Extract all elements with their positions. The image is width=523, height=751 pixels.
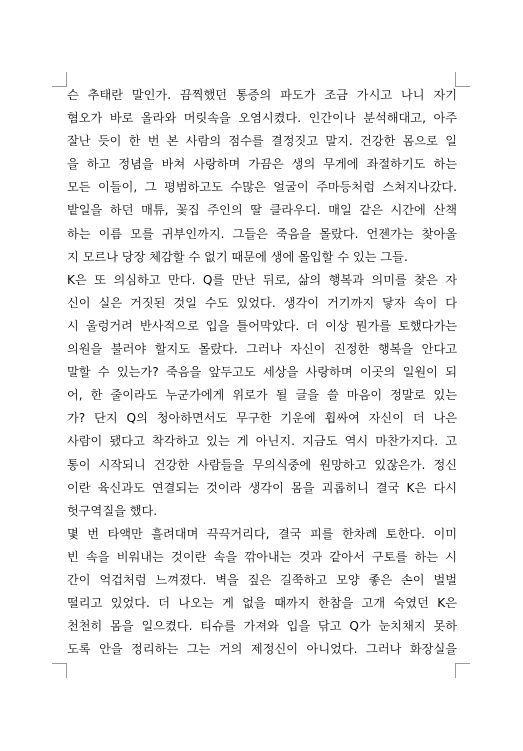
- text-line: 시 울렁거려 반사적으로 입을 틀어막았다. 더 이상 뭔가를 토했다가는: [67, 318, 457, 333]
- text-line: 떨리고 있었다. 더 나오는 게 없을 때까지 한참을 고개 숙였던 K은: [67, 596, 457, 611]
- document-body[interactable]: [67, 84, 457, 661]
- text-line: 가? 단지 Q의 청아하면서도 무구한 기운에 휩싸여 자신이 더 나은: [67, 411, 457, 426]
- text-line: K은 또 의심하고 만다. Q를 만난 뒤로, 삶의 행복과 의미를 찾은 자: [67, 272, 457, 287]
- text-line: 사람이 됐다고 착각하고 있는 게 아닌지. 지금도 역시 마찬가지다. 고: [67, 434, 457, 449]
- text-line: 신이 실은 거짓된 것일 수도 있었다. 생각이 거기까지 닿자 속이 다: [67, 295, 457, 310]
- text-line: 말할 수 있는가? 죽음을 앞두고도 세상을 사랑하며 이곳의 일원이 되: [67, 365, 457, 380]
- text-line: 지 모르나 당장 체감할 수 없기 때문에 생에 몰입할 수 있는 그들.: [67, 249, 408, 264]
- margin-corner-top-left: [52, 72, 67, 87]
- text-line: 통이 시작되니 건강한 사람들을 무의식중에 원망하고 있잖은가. 정신: [67, 457, 457, 472]
- text-line: 빈 속을 비워내는 것이란 속을 깎아내는 것과 같아서 구토를 하는 시: [67, 549, 457, 564]
- text-line: 천천히 몸을 일으켰다. 티슈를 가져와 입을 닦고 Q가 눈치채지 못하: [67, 619, 457, 634]
- text-line: 간이 억겁처럼 느껴졌다. 벽을 짚은 길쭉하고 모양 좋은 손이 벌벌: [67, 572, 457, 587]
- text-line: 밭일을 하던 매튜, 꽃집 주인의 딸 클라우디. 매일 같은 시간에 산책: [67, 203, 457, 218]
- text-line: 슨 추태란 말인가. 끔찍했던 통증의 파도가 조금 가시고 나니 자기: [67, 88, 457, 102]
- text-line: 하는 이름 모를 귀부인까지. 그들은 죽음을 몰랐다. 언젠가는 찾아올: [67, 226, 457, 241]
- text-line: 헛구역질을 했다.: [67, 503, 158, 518]
- text-line: 의원을 불러야 할지도 몰랐다. 그러나 자신이 진정한 행복을 안다고: [67, 342, 457, 357]
- margin-corner-bottom-right: [455, 663, 470, 678]
- text-line: 혐오가 바로 올라와 머릿속을 오염시켰다. 인간이나 분석해대고, 아주: [67, 111, 457, 126]
- text-line: 몇 번 타액만 흘려대며 끅끅거리다, 결국 피를 한차례 토한다. 이미: [67, 526, 457, 541]
- text-line: 도록 안을 정리하는 그는 거의 제정신이 아니었다. 그러나 화장실을: [67, 642, 457, 657]
- text-line: 잘난 듯이 한 번 본 사람의 점수를 결정짓고 말지. 건강한 몸으로 일: [67, 134, 457, 149]
- text-line: 이란 육신과도 연결되는 것이라 생각이 몸을 괴롭히니 결국 K은 다시: [67, 480, 457, 495]
- margin-corner-top-right: [455, 72, 470, 87]
- margin-corner-bottom-left: [52, 663, 67, 678]
- text-line: 어, 한 줄이라도 누군가에게 위로가 될 글을 쓸 마음이 정말로 있는: [67, 388, 457, 403]
- text-line: 을 하고 정념을 바쳐 사랑하며 가끔은 생의 무게에 좌절하기도 하는: [67, 157, 457, 172]
- text-line: 모든 이들이, 그 평범하고도 수많은 얼굴이 주마등처럼 스쳐지나갔다.: [67, 180, 457, 195]
